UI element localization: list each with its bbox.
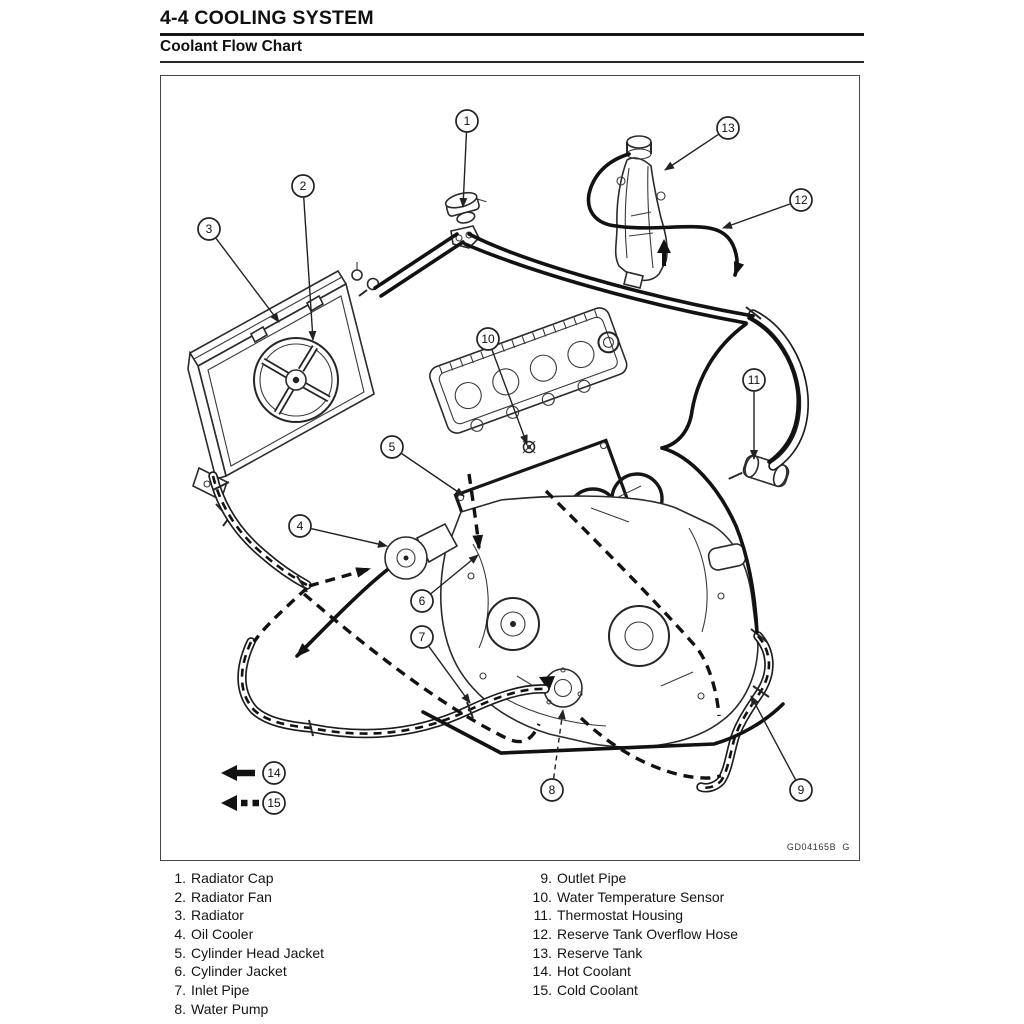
legend-item (162, 981, 324, 1000)
callout-5 (381, 436, 403, 458)
callout-3 (198, 218, 220, 240)
callout-14 (263, 762, 285, 784)
callout-13 (717, 117, 739, 139)
svg-text:12: 12 (794, 193, 808, 208)
hot-coolant-arrow-icon (221, 765, 255, 781)
legend-item-number: 6. (174, 963, 186, 980)
callout-leader-3 (216, 238, 279, 322)
callout-12 (790, 189, 812, 211)
svg-text:14: 14 (267, 766, 281, 781)
reserve-tank (616, 136, 671, 288)
legend-item-label: Radiator Fan (191, 888, 272, 905)
legend-item-number: 13. (532, 944, 552, 961)
legend-item (162, 944, 324, 963)
svg-text:3: 3 (205, 222, 213, 237)
legend-item (528, 981, 738, 1000)
svg-text:7: 7 (418, 630, 426, 645)
svg-text:1: 1 (463, 114, 471, 129)
callout-15 (263, 792, 285, 814)
engine-block (441, 496, 758, 747)
legend-item (528, 869, 738, 888)
svg-text:10: 10 (481, 332, 495, 347)
legend-item-label: Water Pump (191, 1000, 269, 1017)
title-rule (160, 33, 864, 36)
water-temperature-sensor (523, 441, 535, 453)
coolant-flow-diagram-frame (160, 75, 860, 861)
callout-11 (743, 369, 765, 391)
legend-item-label: Water Temperature Sensor (557, 888, 725, 905)
legend-item-number: 14. (532, 963, 552, 980)
callout-6 (411, 590, 433, 612)
legend-item (162, 962, 324, 981)
legend-item-label: Reserve Tank (557, 944, 643, 961)
section-title: Coolant Flow Chart (160, 38, 303, 55)
legend-item (528, 925, 738, 944)
legend-item-label: Cylinder Head Jacket (191, 944, 325, 961)
callout-leader-4 (312, 529, 387, 546)
legend-item-label: Radiator Cap (191, 870, 274, 886)
legend-item-number: 3. (174, 907, 186, 924)
legend-item (528, 906, 738, 925)
legend-item (528, 962, 738, 981)
svg-text:13: 13 (721, 121, 735, 136)
legend-item-label: Thermostat Housing (557, 907, 684, 924)
parts-legend-left (162, 869, 324, 1019)
callout-9 (790, 779, 812, 801)
legend-item-number: 12. (532, 926, 552, 943)
legend-item (528, 888, 738, 907)
legend-item-number: 1. (174, 870, 186, 886)
callout-1 (456, 110, 478, 132)
legend-item-number: 11. (533, 907, 552, 924)
legend-item-number: 5. (174, 944, 186, 961)
legend-item (528, 944, 738, 963)
cold-coolant-arrow-icon (221, 795, 259, 811)
coolant-flow-diagram (161, 76, 858, 859)
legend-item-label: Radiator (191, 907, 244, 924)
legend-item-number: 15. (532, 982, 552, 999)
page-title: 4-4 COOLING SYSTEM (160, 7, 374, 29)
callout-2 (292, 175, 314, 197)
legend-item (162, 925, 324, 944)
legend-item-label: Cold Coolant (557, 982, 638, 999)
callout-leader-13 (665, 135, 718, 170)
legend-item-label: Cylinder Jacket (191, 963, 287, 980)
callout-10 (477, 328, 499, 350)
legend-item-label: Hot Coolant (557, 963, 631, 980)
legend-item-number: 8. (174, 1000, 186, 1017)
legend-item-label: Reserve Tank Overflow Hose (557, 926, 739, 943)
svg-text:9: 9 (797, 783, 805, 798)
legend-item (162, 906, 324, 925)
svg-text:2: 2 (299, 179, 307, 194)
legend-item-number: 2. (174, 888, 186, 905)
section-rule (160, 61, 864, 63)
legend-item (162, 869, 324, 888)
legend-item-label: Oil Cooler (191, 926, 254, 943)
svg-text:11: 11 (747, 373, 761, 388)
svg-text:15: 15 (267, 796, 281, 811)
legend-item (162, 1000, 324, 1019)
callout-leader-9 (751, 696, 795, 780)
legend-item-number: 10. (532, 888, 552, 905)
figure-code: GD04165B G (786, 842, 850, 852)
callout-leader-12 (723, 204, 790, 228)
legend-item-number: 4. (174, 926, 186, 943)
legend-item-label: Outlet Pipe (557, 870, 627, 886)
legend-item-number: 9. (540, 870, 552, 886)
parts-legend-right (528, 869, 738, 1000)
callout-8 (541, 779, 563, 801)
callout-leader-5 (402, 454, 464, 496)
svg-text:5: 5 (388, 440, 396, 455)
callout-4 (289, 515, 311, 537)
svg-text:4: 4 (296, 519, 304, 534)
legend-item-label: Inlet Pipe (191, 982, 250, 999)
callout-7 (411, 626, 433, 648)
svg-text:6: 6 (418, 594, 426, 609)
legend-item (162, 888, 324, 907)
svg-text:8: 8 (548, 783, 556, 798)
legend-item-number: 7. (174, 982, 186, 999)
cylinder-head (427, 305, 631, 440)
